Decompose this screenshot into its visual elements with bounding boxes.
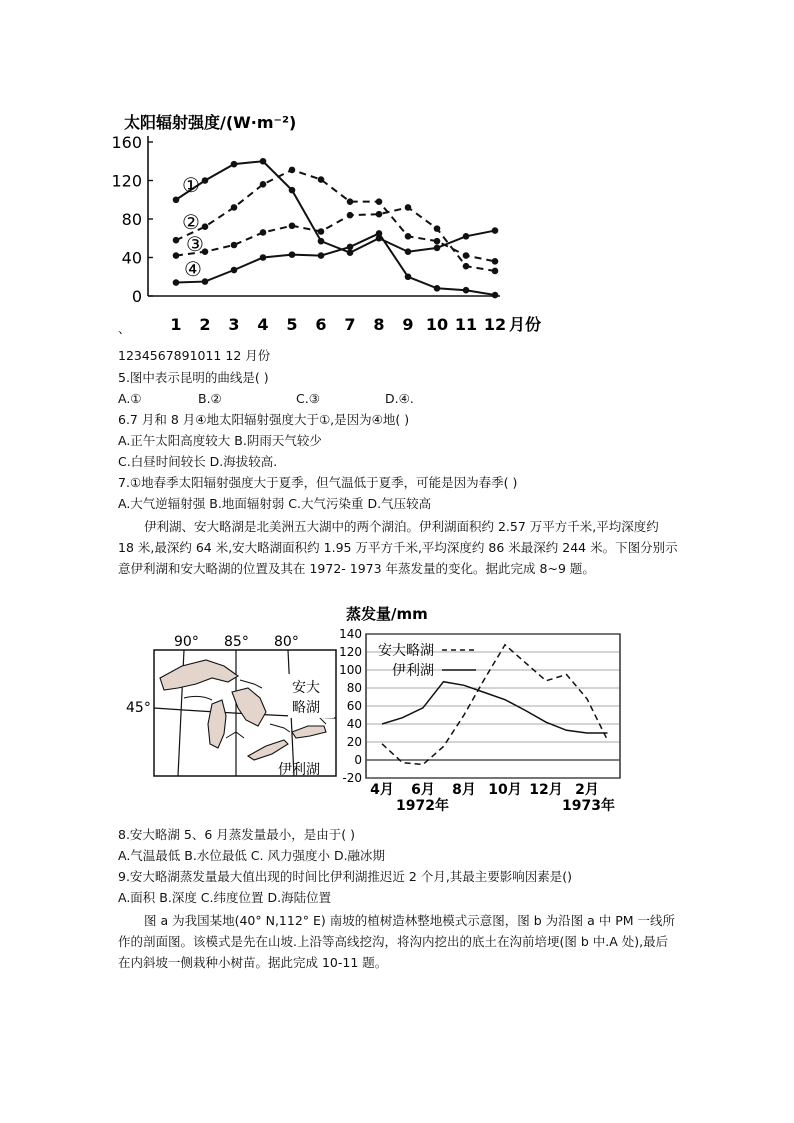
erie-lake-label: 伊利湖 [278,762,320,778]
q9-options: A.面积 B.深度 C.纬度位置 D.海陆位置 [118,890,332,905]
y-tick-label: 40 [121,248,142,268]
solar-radiation-chart [110,110,550,340]
data-point-s2-m7 [347,198,354,205]
series-line-1 [176,161,495,252]
question-8: 8.安大略湖 5、6 月蒸发量最小，是由于( ) [118,827,356,842]
data-point-s4-m11 [463,287,470,294]
ontario-lake-label-2: 略湖 [292,700,320,716]
x-tick-label: 4 [257,315,269,334]
x-tick-label: 6 [315,315,327,334]
lake-huron [232,688,266,726]
x-tick-label: 2 [199,315,211,334]
x-tick-label: 2月 [575,782,599,798]
planting-intro-paragraph: 图 a 为我国某地(40° N,112° E) 南坡的植树造林整地模式示意图，图 b 为沿图 a 中 PM 一线所作的剖面图。该模式是先在山坡.上沿等高线挖沟，将沟内挖出的底土在沟前培埂(图 b 中.A 处),最后在内斜坡一侧栽种小树苗。据此完成 10-11 题。 [118,913,676,970]
data-point-s2-m10 [434,238,441,245]
data-point-s3-m8 [376,211,383,218]
data-point-s3-m12 [492,268,499,275]
chart1-series [173,158,499,298]
stray-mark: 、 [118,321,131,336]
x-tick-label: 9 [402,315,414,334]
question-5: 5.图中表示昆明的曲线是( ) [118,370,269,385]
x-tick-label: 4月 [370,782,394,798]
curve-label-3: ③ [186,232,204,256]
legend-erie-label: 伊利湖 [392,663,434,679]
x-axis-unit: 月份 [509,315,542,334]
x-tick-label: 12 [483,315,507,334]
data-point-s4-m8 [376,230,383,237]
y-tick-label: 80 [121,210,142,229]
data-point-s4-m9 [405,273,412,280]
y-tick-label: 60 [346,699,362,713]
data-point-s4-m6 [318,252,325,259]
evap-y-title: 蒸发量/mm [346,605,428,623]
data-point-s3-m10 [434,225,441,232]
lakes-intro-paragraph: 伊利湖、安大略湖是北美洲五大湖中的两个湖泊。伊利湖面积约 2.57 万平方千米,平均深度约 18 米,最深约 64 米,安大略湖面积约 1.95 万平方千米,平均深度约 86 米最深约 244 米。下图分别示意伊利湖和安大略湖的位置及其在 1972- 1973 年蒸发量的变化。据此完成 8~9 题。 [118,519,678,576]
y-tick-label: 140 [339,627,362,641]
evap-series-line-2 [382,682,608,733]
data-point-s2-m3 [231,204,238,211]
x-tick-label: 7 [344,315,356,334]
x-tick-label: 10 [425,315,449,334]
evaporation-chart [338,600,628,820]
data-point-s4-m12 [492,292,499,299]
data-point-s2-m11 [463,252,470,259]
lon-85-label: 85° [224,634,249,650]
data-point-s2-m12 [492,258,499,265]
lat-45-label: 45° [126,700,151,716]
q8-options: A.气温最低 B.水位最低 C. 风力强度小 D.融冰期 [118,848,386,863]
lon-90-label: 90° [174,634,199,650]
data-point-s2-m5 [289,167,296,174]
q5-option-c: C.③ [296,391,320,406]
data-point-s3-m11 [463,263,470,270]
great-lakes-map [120,628,350,788]
data-point-s1-m5 [289,187,296,194]
data-point-s4-m10 [434,285,441,292]
y-tick-label: -20 [342,771,362,785]
lake-erie [248,740,288,760]
data-point-s1-m11 [463,233,470,240]
data-point-s4-m3 [231,267,238,274]
data-point-s2-m8 [376,198,383,205]
data-point-s2-m4 [260,181,267,188]
y-tick-label: 0 [354,753,362,767]
ontario-lake-label-1: 安大 [292,680,320,696]
year-1972-label: 1972年 [396,798,449,814]
data-point-s2-m9 [405,233,412,240]
data-point-s3-m5 [289,222,296,229]
legend-ontario-label: 安大略湖 [378,643,434,659]
data-point-s3-m7 [347,212,354,219]
q6-options-cd: C.白昼时间较长 D.海拔较高. [118,454,278,469]
lake-ontario [292,726,326,738]
y-tick-label: 100 [339,663,362,677]
y-tick-label: 120 [339,645,362,659]
data-point-s1-m2 [202,177,209,184]
chart2-legend [378,642,476,679]
data-point-s3-m1 [173,252,180,259]
data-point-s3-m4 [260,229,267,236]
lake-michigan [208,700,226,748]
data-point-s2-m2 [202,223,209,230]
x-tick-label: 8月 [452,782,476,798]
y-tick-label: 40 [346,717,362,731]
q5-option-a: A.① [118,391,142,406]
data-point-s3-m6 [318,228,325,235]
x-tick-label: 12月 [529,782,563,798]
x-tick-label: 5 [286,315,298,334]
curve-label-2: ② [182,210,200,234]
y-tick-label: 120 [111,171,142,191]
data-point-s4-m2 [202,278,209,285]
data-point-s1-m7 [347,249,354,256]
data-point-s4-m7 [347,244,354,251]
x-tick-label: 6月 [411,782,435,798]
data-point-s1-m9 [405,248,412,255]
data-point-s1-m3 [231,161,238,168]
data-point-s3-m3 [231,242,238,249]
data-point-s4-m1 [173,279,180,286]
curve-label-1: ① [182,173,200,197]
q6-options-ab: A.正午太阳高度较大 B.阴雨天气较少 [118,433,322,448]
chart1-curve-labels [182,173,204,281]
y-tick-label: 80 [346,681,362,695]
x-tick-label: 8 [373,315,385,334]
lake-superior [160,660,238,690]
y-tick-label: 20 [346,735,362,749]
x-tick-label: 10月 [488,782,522,798]
series-line-4 [176,233,495,295]
data-point-s2-m1 [173,237,180,244]
data-point-s4-m5 [289,251,296,258]
data-point-s3-m9 [405,204,412,211]
lon-80-label: 80° [274,634,299,650]
curve-label-4: ④ [184,257,202,281]
x-tick-label: 11 [454,315,478,334]
y-tick-label: 160 [111,133,142,152]
y-axis-title: 太阳辐射强度/(W·m⁻²) [124,113,297,132]
question-9: 9.安大略湖蒸发量最大值出现的时间比伊利湖推迟近 2 个月,其最主要影响因素是() [118,869,573,884]
data-point-s1-m1 [173,196,180,203]
data-point-s4-m4 [260,254,267,261]
data-point-s1-m10 [434,245,441,252]
x-tick-label: 1 [170,315,182,334]
q7-options: A.大气逆辐射强 B.地面辐射弱 C.大气污染重 D.气压较高 [118,496,432,511]
q5-option-d: D.④. [385,391,414,406]
axis-echo-text: 1234567891011 12 月份 [118,348,271,363]
year-1973-label: 1973年 [562,798,615,814]
q5-option-b: B.② [198,391,222,406]
data-point-s2-m6 [318,176,325,183]
data-point-s1-m12 [492,227,499,234]
question-6: 6.7 月和 8 月④地太阳辐射强度大于①,是因为④地( ) [118,412,410,427]
data-point-s1-m4 [260,158,267,165]
question-7: 7.①地春季太阳辐射强度大于夏季，但气温低于夏季，可能是因为春季( ) [118,475,518,490]
series-line-3 [176,207,495,271]
x-tick-label: 3 [228,315,240,334]
data-point-s1-m6 [318,238,325,245]
y-tick-label: 0 [131,287,142,306]
